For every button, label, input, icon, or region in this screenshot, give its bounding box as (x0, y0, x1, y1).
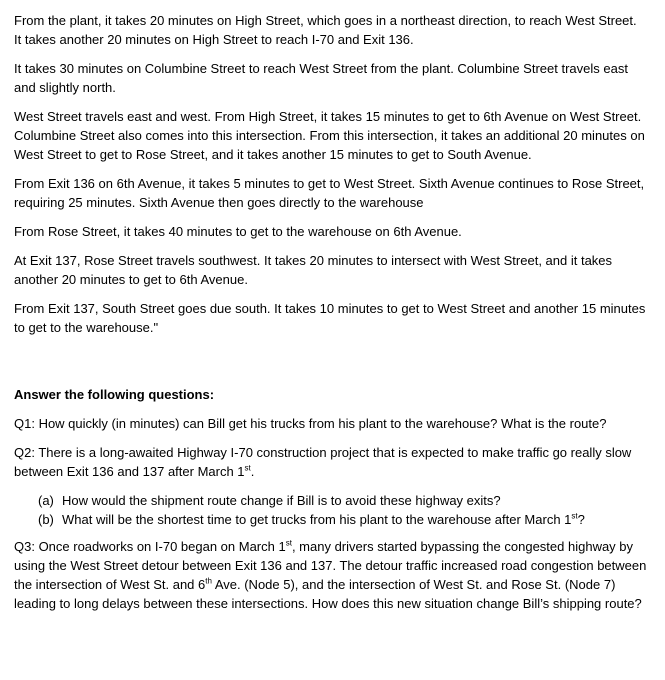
question-2-superscript: st (244, 463, 251, 473)
question-2-subparts (14, 491, 647, 529)
question-2-text: Q2: There is a long-awaited Highway I-70 construction project that is expected to make traffic go really slow between Exit 136 and 137 after March 1 (14, 445, 632, 479)
question-2a-marker: (a) (38, 493, 54, 508)
question-2b-superscript: st (571, 511, 578, 521)
question-2b (14, 510, 647, 529)
question-2-end: . (250, 464, 255, 479)
question-2a-text: How would the shipment route change if Bill is to avoid these highway exits? (62, 493, 501, 508)
paragraph-rose-street: From Rose Street, it takes 40 minutes to get to the warehouse on 6th Avenue. (14, 224, 462, 239)
question-2b-end: ? (577, 512, 585, 527)
questions-heading: Answer the following questions: (14, 387, 215, 402)
question-2b-text: What will be the shortest time to get trucks from his plant to the warehouse after March 1 (62, 512, 572, 527)
paragraph-columbine-street: It takes 30 minutes on Columbine Street to reach West Street from the plant. Columbine Street travels east and slightly north. (14, 61, 628, 95)
question-3 (14, 537, 647, 613)
paragraph-exit-137-south: From Exit 137, South Street goes due south. It takes 10 minutes to get to West Street and another 15 minutes to get to the warehouse." (14, 301, 646, 335)
paragraph-exit-136: From Exit 136 on 6th Avenue, it takes 5 minutes to get to West Street. Sixth Avenue continues to Rose Street, requiring 25 minutes. Sixth Avenue then goes directly to the warehouse (14, 176, 645, 210)
question-2b-marker: (b) (38, 512, 54, 527)
question-3-superscript-1: st (285, 538, 292, 548)
question-3-text-c: Ave. (Node 5), and the intersection of West St. and Rose St. (Node 7) leading to long delays between these intersections. How does this new situation change Bill’s shipping route? (14, 577, 642, 611)
paragraph-exit-137-rose: At Exit 137, Rose Street travels southwest. It takes 20 minutes to intersect with West Street, and it takes another 20 minutes to get to 6th Avenue. (14, 253, 613, 287)
question-2 (14, 443, 647, 481)
section-spacer (14, 347, 647, 385)
question-2a (14, 491, 647, 510)
paragraph-west-street: West Street travels east and west. From High Street, it takes 15 minutes to get to 6th Avenue on West Street. Columbine Street also comes into this intersection. From this intersection, it takes an additional 20 minutes on West Street to get to Rose Street, and it takes another 15 minutes to get to South Avenue. (14, 109, 645, 162)
question-3-superscript-2: th (205, 576, 212, 586)
question-1: Q1: How quickly (in minutes) can Bill get his trucks from his plant to the warehouse? What is the route? (14, 416, 607, 431)
question-3-text-a: Q3: Once roadworks on I-70 began on March 1 (14, 539, 286, 554)
question-3-text-b: , many drivers started bypassing the congested highway by using the West Street detour between Exit 136 and 137. The detour traffic increased road congestion between the intersection of West St. and 6 (14, 539, 647, 592)
paragraph-high-street: From the plant, it takes 20 minutes on High Street, which goes in a northeast direction, to reach West Street. It takes another 20 minutes on High Street to reach I-70 and Exit 136. (14, 13, 637, 47)
